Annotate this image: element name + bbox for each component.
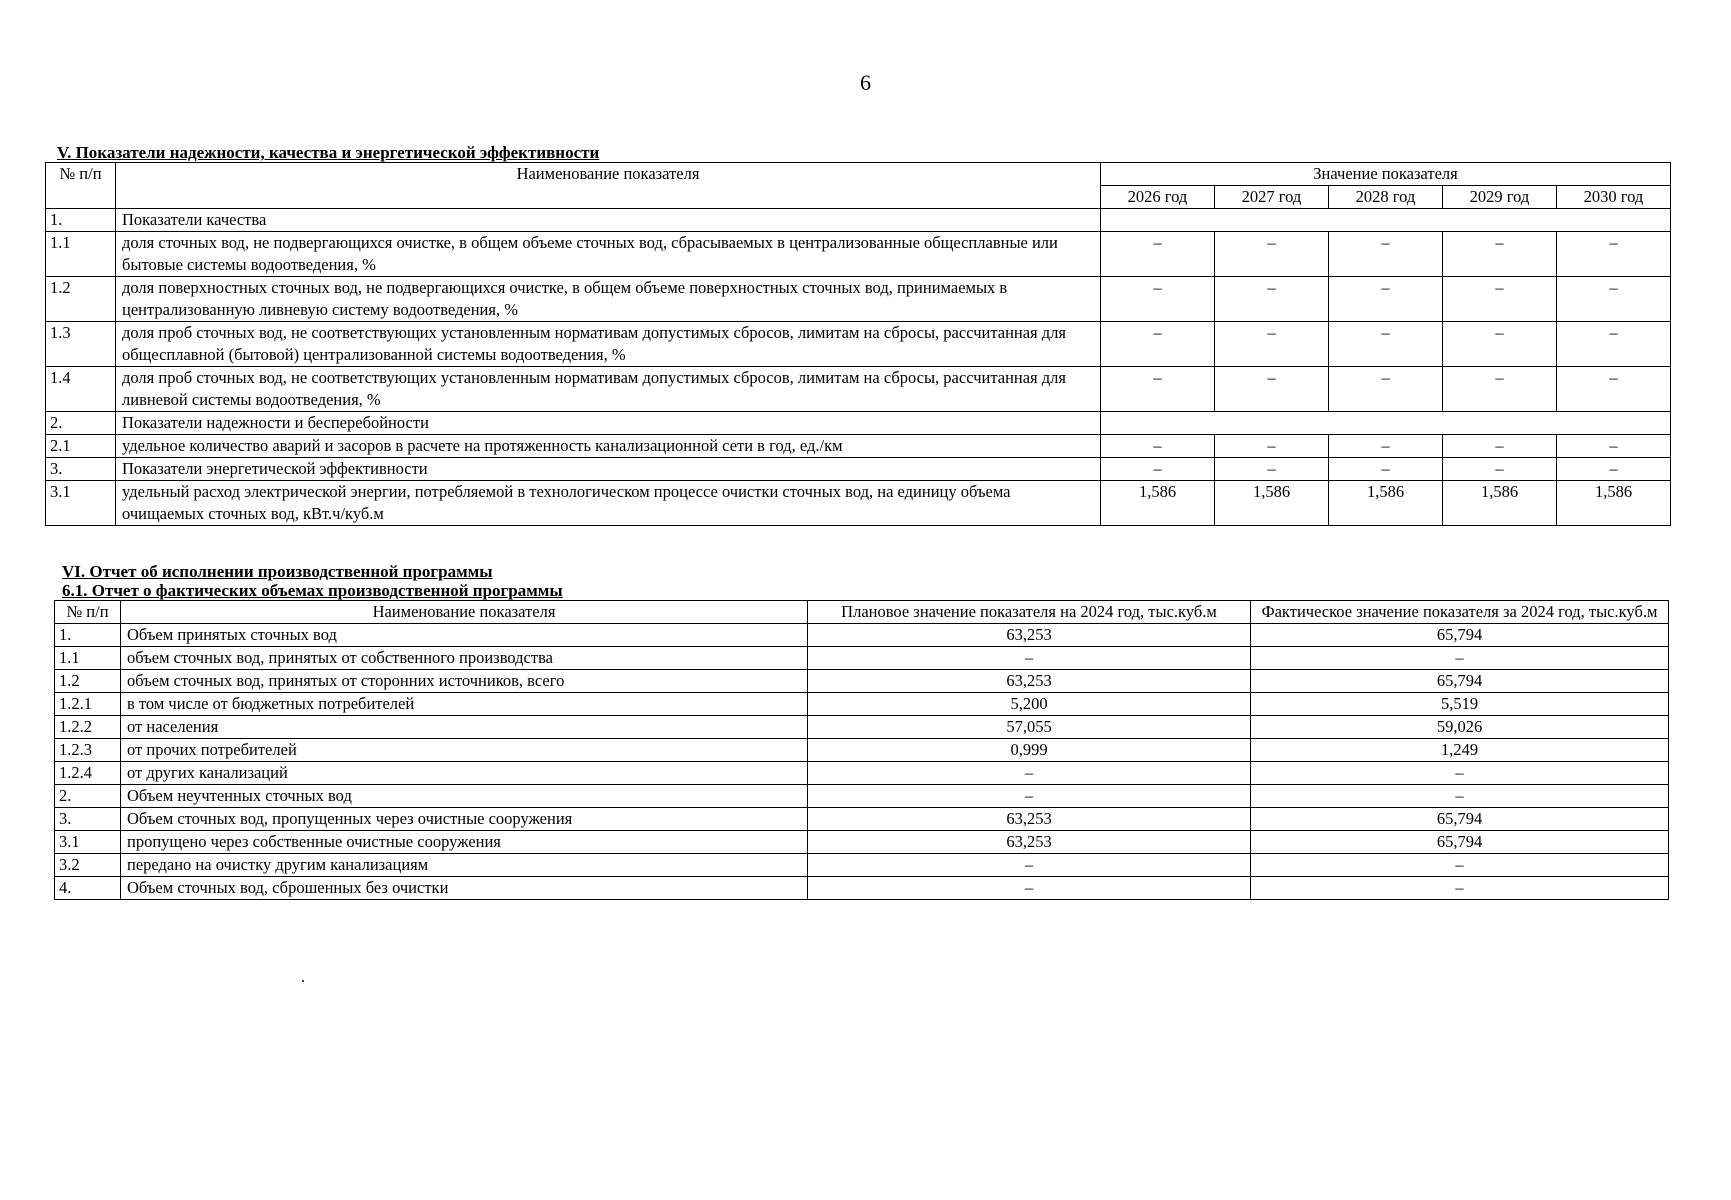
indicator-name: доля проб сточных вод, не соответствующих установленным нормативам допустимых сбросов, лимитам на сбросы, рассчитанная для ливневой системы водоотведения, % bbox=[116, 367, 1101, 412]
row-number: 1.3 bbox=[46, 322, 116, 367]
indicator-name: передано на очистку другим канализациям bbox=[121, 854, 808, 877]
table-row bbox=[46, 209, 1671, 232]
indicator-name: Показатели надежности и бесперебойности bbox=[116, 412, 1101, 435]
row-number: 3. bbox=[55, 808, 121, 831]
plan-value: 63,253 bbox=[808, 624, 1251, 647]
reliability-quality-table bbox=[45, 162, 1671, 526]
indicator-name: Объем сточных вод, сброшенных без очистки bbox=[121, 877, 808, 900]
empty-value-cell bbox=[1101, 412, 1671, 435]
indicator-value: – bbox=[1101, 322, 1215, 367]
fact-value: – bbox=[1251, 854, 1669, 877]
indicator-value: 1,586 bbox=[1101, 481, 1215, 526]
plan-value: 63,253 bbox=[808, 831, 1251, 854]
row-number: 1. bbox=[55, 624, 121, 647]
indicator-value: – bbox=[1329, 435, 1443, 458]
indicator-value: – bbox=[1443, 367, 1557, 412]
fact-value: – bbox=[1251, 785, 1669, 808]
indicator-name: удельный расход электрической энергии, потребляемой в технологическом процессе очистки сточных вод, на единицу объема очищаемых сточных вод, кВт.ч/куб.м bbox=[116, 481, 1101, 526]
row-number: 2. bbox=[55, 785, 121, 808]
section-6-title: VI. Отчет об исполнении производственной программы bbox=[62, 562, 493, 581]
header-plan: Плановое значение показателя на 2024 год, тыс.куб.м bbox=[808, 601, 1251, 624]
indicator-value: – bbox=[1443, 277, 1557, 322]
indicator-value: – bbox=[1329, 277, 1443, 322]
row-number: 3. bbox=[46, 458, 116, 481]
table-row bbox=[55, 785, 1669, 808]
header-name: Наименование показателя bbox=[121, 601, 808, 624]
section-6-1-subtitle: 6.1. Отчет о фактических объемах производственной программы bbox=[62, 581, 563, 600]
indicator-name: Объем сточных вод, пропущенных через очистные сооружения bbox=[121, 808, 808, 831]
plan-value: 63,253 bbox=[808, 670, 1251, 693]
table-row bbox=[55, 739, 1669, 762]
fact-value: 5,519 bbox=[1251, 693, 1669, 716]
section-5-title: V. Показатели надежности, качества и энергетической эффективности bbox=[57, 143, 600, 162]
plan-value: – bbox=[808, 647, 1251, 670]
table-row bbox=[55, 716, 1669, 739]
indicator-name: от других канализаций bbox=[121, 762, 808, 785]
indicator-value: – bbox=[1557, 232, 1671, 277]
table-row bbox=[55, 762, 1669, 785]
header-no: № п/п bbox=[55, 601, 121, 624]
table-row bbox=[55, 854, 1669, 877]
plan-value: – bbox=[808, 877, 1251, 900]
plan-value: – bbox=[808, 854, 1251, 877]
fact-value: 65,794 bbox=[1251, 624, 1669, 647]
plan-value: 57,055 bbox=[808, 716, 1251, 739]
indicator-value: – bbox=[1215, 458, 1329, 481]
table-row bbox=[55, 877, 1669, 900]
indicator-name: от населения bbox=[121, 716, 808, 739]
indicator-name: в том числе от бюджетных потребителей bbox=[121, 693, 808, 716]
indicator-name: доля поверхностных сточных вод, не подвергающихся очистке, в общем объеме поверхностных сточных вод, принимаемых в централизованную ливневую систему водоотведения, % bbox=[116, 277, 1101, 322]
indicator-value: – bbox=[1329, 232, 1443, 277]
indicator-value: 1,586 bbox=[1215, 481, 1329, 526]
indicator-value: – bbox=[1101, 367, 1215, 412]
row-number: 1.2 bbox=[46, 277, 116, 322]
indicator-value: – bbox=[1101, 435, 1215, 458]
row-number: 1.2.4 bbox=[55, 762, 121, 785]
plan-value: – bbox=[808, 785, 1251, 808]
fact-value: 1,249 bbox=[1251, 739, 1669, 762]
indicator-value: 1,586 bbox=[1443, 481, 1557, 526]
indicator-value: – bbox=[1101, 277, 1215, 322]
indicator-name: пропущено через собственные очистные сооружения bbox=[121, 831, 808, 854]
fact-value: – bbox=[1251, 762, 1669, 785]
table-row bbox=[55, 831, 1669, 854]
table-row bbox=[55, 624, 1669, 647]
header-no: № п/п bbox=[46, 163, 116, 209]
production-report-table bbox=[54, 600, 1669, 900]
indicator-name: Объем неучтенных сточных вод bbox=[121, 785, 808, 808]
indicator-value: – bbox=[1557, 277, 1671, 322]
indicator-value: – bbox=[1101, 458, 1215, 481]
indicator-name: от прочих потребителей bbox=[121, 739, 808, 762]
fact-value: 65,794 bbox=[1251, 808, 1669, 831]
indicator-value: – bbox=[1443, 322, 1557, 367]
indicator-value: 1,586 bbox=[1329, 481, 1443, 526]
indicator-value: – bbox=[1215, 435, 1329, 458]
table-row bbox=[55, 647, 1669, 670]
row-number: 1.1 bbox=[46, 232, 116, 277]
table-row bbox=[55, 693, 1669, 716]
indicator-value: 1,586 bbox=[1557, 481, 1671, 526]
row-number: 2. bbox=[46, 412, 116, 435]
indicator-name: объем сточных вод, принятых от сторонних источников, всего bbox=[121, 670, 808, 693]
indicator-value: – bbox=[1557, 322, 1671, 367]
table-row bbox=[46, 435, 1671, 458]
plan-value: 63,253 bbox=[808, 808, 1251, 831]
header-fact: Фактическое значение показателя за 2024 год, тыс.куб.м bbox=[1251, 601, 1669, 624]
table-row bbox=[46, 481, 1671, 526]
header-year: 2029 год bbox=[1443, 186, 1557, 209]
row-number: 1.2.1 bbox=[55, 693, 121, 716]
indicator-name: Показатели качества bbox=[116, 209, 1101, 232]
fact-value: – bbox=[1251, 647, 1669, 670]
empty-value-cell bbox=[1101, 209, 1671, 232]
indicator-value: – bbox=[1329, 458, 1443, 481]
indicator-name: объем сточных вод, принятых от собственного производства bbox=[121, 647, 808, 670]
table-row bbox=[46, 277, 1671, 322]
row-number: 3.1 bbox=[46, 481, 116, 526]
fact-value: 65,794 bbox=[1251, 831, 1669, 854]
indicator-name: доля проб сточных вод, не соответствующих установленным нормативам допустимых сбросов, лимитам на сбросы, рассчитанная для общесплавной (бытовой) централизованной системы водоотведения, % bbox=[116, 322, 1101, 367]
header-year: 2028 год bbox=[1329, 186, 1443, 209]
table-row bbox=[46, 367, 1671, 412]
header-value: Значение показателя bbox=[1101, 163, 1671, 186]
header-name: Наименование показателя bbox=[116, 163, 1101, 209]
indicator-value: – bbox=[1215, 232, 1329, 277]
row-number: 1.4 bbox=[46, 367, 116, 412]
fact-value: 59,026 bbox=[1251, 716, 1669, 739]
header-year: 2030 год bbox=[1557, 186, 1671, 209]
indicator-value: – bbox=[1329, 322, 1443, 367]
indicator-value: – bbox=[1101, 232, 1215, 277]
table-row bbox=[55, 670, 1669, 693]
indicator-value: – bbox=[1557, 435, 1671, 458]
table-row bbox=[55, 808, 1669, 831]
indicator-name: Показатели энергетической эффективности bbox=[116, 458, 1101, 481]
fact-value: 65,794 bbox=[1251, 670, 1669, 693]
indicator-value: – bbox=[1557, 458, 1671, 481]
plan-value: 5,200 bbox=[808, 693, 1251, 716]
header-year: 2026 год bbox=[1101, 186, 1215, 209]
row-number: 1.2.2 bbox=[55, 716, 121, 739]
indicator-value: – bbox=[1443, 458, 1557, 481]
header-year: 2027 год bbox=[1215, 186, 1329, 209]
plan-value: 0,999 bbox=[808, 739, 1251, 762]
indicator-value: – bbox=[1215, 277, 1329, 322]
row-number: 1. bbox=[46, 209, 116, 232]
indicator-value: – bbox=[1215, 367, 1329, 412]
row-number: 1.2 bbox=[55, 670, 121, 693]
indicator-value: – bbox=[1443, 435, 1557, 458]
row-number: 3.1 bbox=[55, 831, 121, 854]
indicator-value: – bbox=[1215, 322, 1329, 367]
row-number: 2.1 bbox=[46, 435, 116, 458]
table-row bbox=[46, 458, 1671, 481]
indicator-name: доля сточных вод, не подвергающихся очистке, в общем объеме сточных вод, сбрасываемых в централизованные общесплавные или бытовые системы водоотведения, % bbox=[116, 232, 1101, 277]
plan-value: – bbox=[808, 762, 1251, 785]
row-number: 1.1 bbox=[55, 647, 121, 670]
indicator-value: – bbox=[1443, 232, 1557, 277]
row-number: 4. bbox=[55, 877, 121, 900]
indicator-name: удельное количество аварий и засоров в расчете на протяженность канализационной сети в год, ед./км bbox=[116, 435, 1101, 458]
table-row bbox=[46, 232, 1671, 277]
table-row bbox=[46, 412, 1671, 435]
row-number: 1.2.3 bbox=[55, 739, 121, 762]
table-row bbox=[46, 322, 1671, 367]
indicator-value: – bbox=[1329, 367, 1443, 412]
indicator-name: Объем принятых сточных вод bbox=[121, 624, 808, 647]
row-number: 3.2 bbox=[55, 854, 121, 877]
page-number: 6 bbox=[860, 70, 871, 95]
fact-value: – bbox=[1251, 877, 1669, 900]
indicator-value: – bbox=[1557, 367, 1671, 412]
scan-speck bbox=[302, 980, 304, 982]
